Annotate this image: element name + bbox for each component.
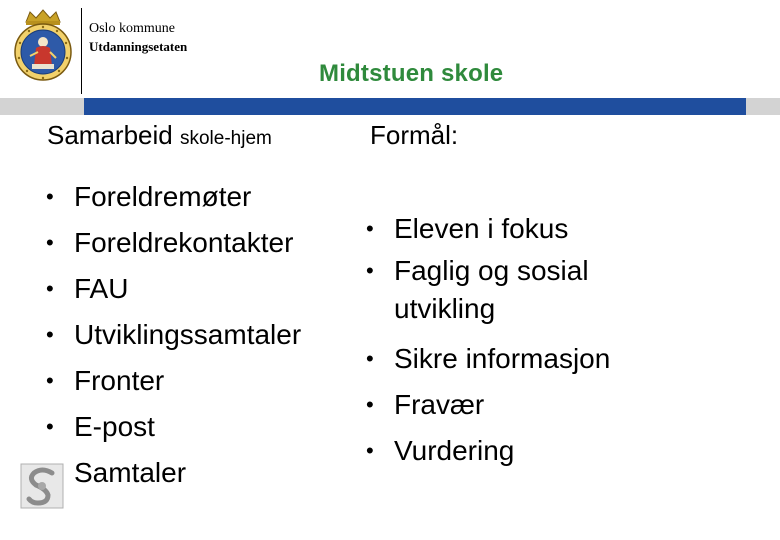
oslo-s-logo-icon (20, 463, 64, 509)
bullet-icon: • (366, 438, 374, 463)
list-item-label: Fronter (74, 365, 165, 396)
list-item (46, 266, 301, 312)
title-bar (0, 98, 780, 115)
bullet-icon: • (46, 368, 54, 393)
list-item (366, 252, 766, 336)
list-item (46, 312, 301, 358)
bullet-icon: • (366, 392, 374, 417)
organization-block (89, 20, 187, 56)
list-item (366, 428, 766, 474)
school-title: Midtstuen skole (319, 60, 504, 87)
left-bullet-list (46, 174, 301, 496)
bullet-icon: • (46, 322, 54, 347)
bullet-icon: • (366, 346, 374, 371)
bullet-icon: • (46, 184, 54, 209)
right-heading: Formål: (370, 120, 459, 150)
left-heading (47, 120, 272, 151)
list-item-label: Utviklingssamtaler (74, 319, 302, 350)
list-item-label: Vurdering (394, 435, 515, 466)
list-item-label: Fravær (394, 389, 485, 420)
bullet-icon: • (366, 216, 374, 241)
org-name: Oslo kommune (89, 21, 175, 36)
list-item (366, 336, 766, 382)
list-item-label: Eleven i fokus (394, 213, 569, 244)
list-item-label: Sikre informasjon (394, 343, 611, 374)
org-unit: Utdanningsetaten (89, 39, 188, 54)
bullet-icon: • (366, 258, 374, 283)
oslo-coat-of-arms-icon (12, 8, 74, 82)
list-item-label: FAU (74, 273, 129, 304)
list-item-label: Samtaler (74, 457, 187, 488)
list-item-label: E-post (74, 411, 155, 442)
right-bullet-list (366, 206, 766, 474)
title-bar-accent (84, 98, 746, 115)
list-item (366, 382, 766, 428)
list-item (46, 450, 301, 496)
left-heading-small: skole-hjem (179, 128, 272, 149)
list-item (366, 206, 766, 252)
list-item (46, 404, 301, 450)
bullet-icon: • (46, 230, 54, 255)
bullet-icon: • (46, 276, 54, 301)
list-item-label: Faglig og sosial utvikling (394, 255, 589, 324)
list-item-label: Foreldremøter (74, 181, 252, 212)
bullet-icon: • (46, 414, 54, 439)
header-divider (81, 8, 82, 94)
list-item (46, 220, 301, 266)
left-heading-main: Samarbeid (47, 120, 173, 150)
list-item (46, 174, 301, 220)
list-item (46, 358, 301, 404)
list-item-label: Foreldrekontakter (74, 227, 294, 258)
